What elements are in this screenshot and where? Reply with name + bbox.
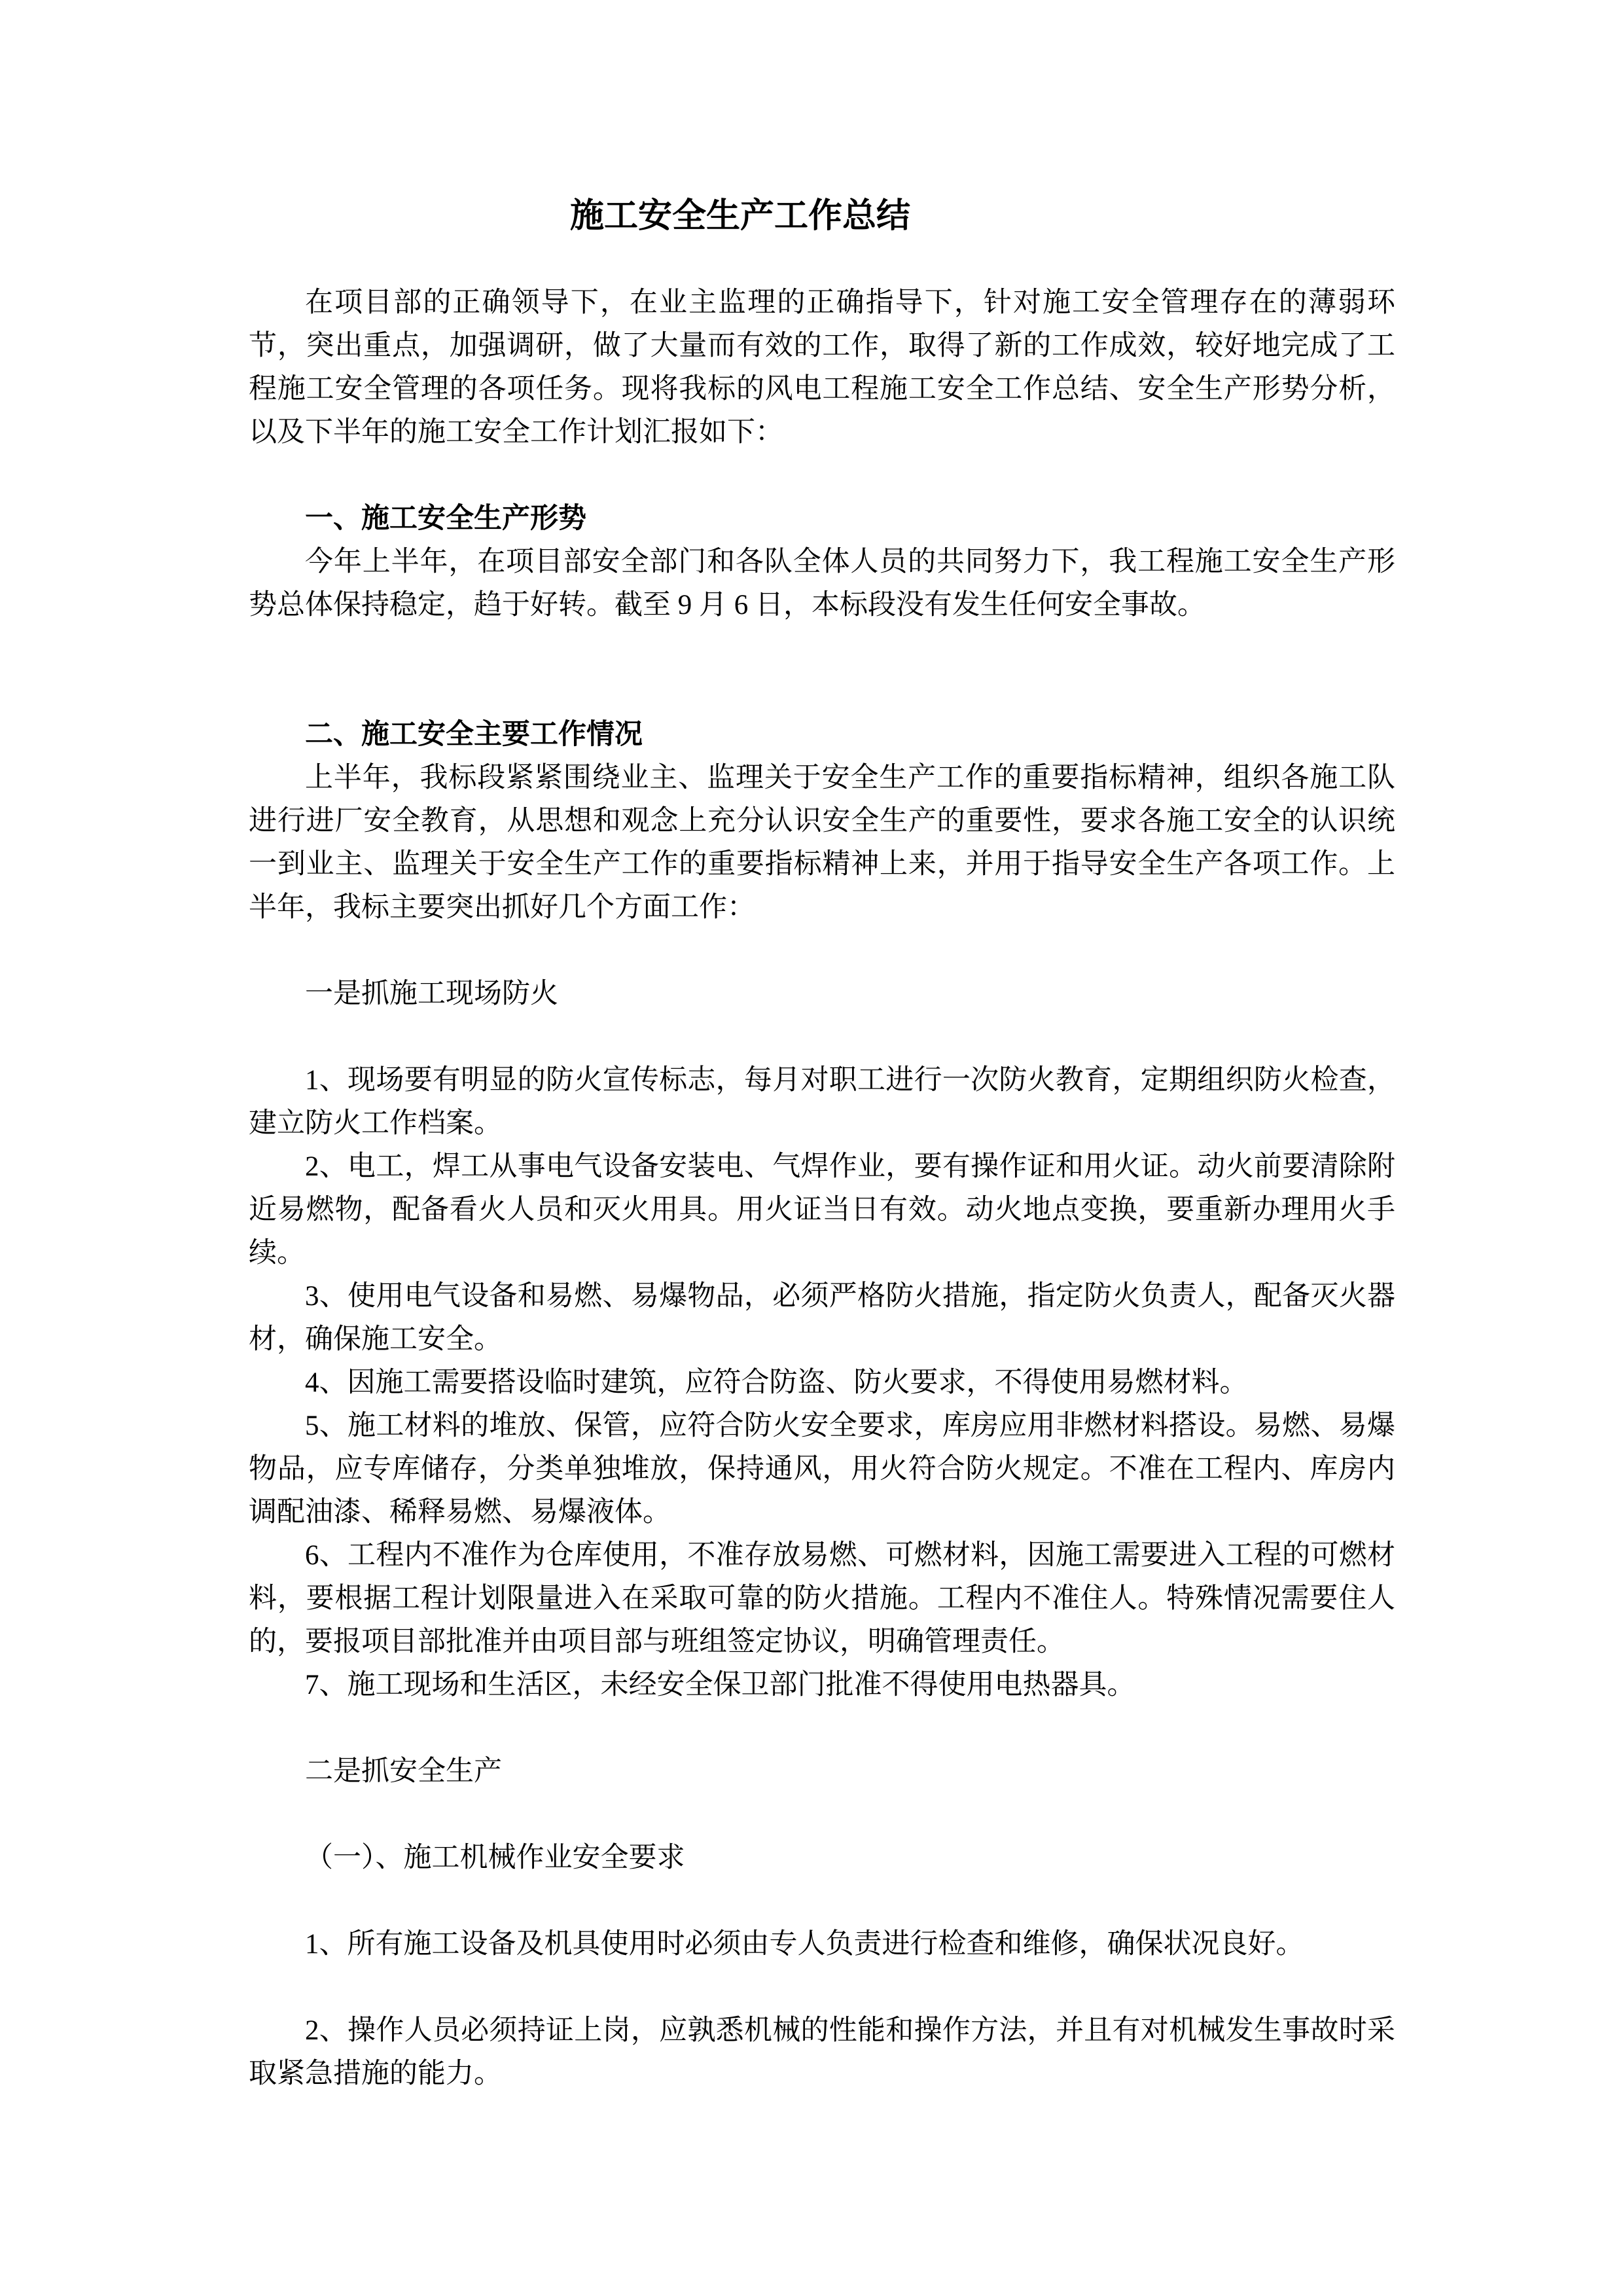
fire-item-7: 7、施工现场和生活区，未经安全保卫部门批准不得使用电热器具。 — [305, 1670, 1135, 1700]
machinery-item-2: 2、操作人员必须持证上岗，应孰悉机械的性能和操作方法，并且有对机械发生事故时采取紧急措施的能力。 — [249, 2015, 1395, 2089]
fire-item-1: 1、现场要有明显的防火宣传标志，每月对职工进行一次防火教育，定期组织防火检查，建立防火工作档案。 — [249, 1065, 1395, 1139]
section-1-body: 今年上半年，在项目部安全部门和各队全体人员的共同努力下，我工程施工安全生产形势总体保持稳定，趋于好转。截至 9 月 6 日，本标段没有发生任何安全事故。 — [249, 547, 1395, 620]
fire-item-6: 6、工程内不准作为仓库使用，不准存放易燃、可燃材料，因施工需要进入工程的可燃材料，要根据工程计划限量进入在采取可靠的防火措施。工程内不准住人。特殊情况需要住人的，要报项目部批准并由项目部与班组签定协议，明确管理责任。 — [249, 1540, 1395, 1657]
machinery-heading: （一）、施工机械作业安全要求 — [305, 1842, 685, 1873]
machinery-item-1: 1、所有施工设备及机具使用时必须由专人负责进行检查和维修，确保状况良好。 — [305, 1929, 1304, 1960]
paragraph-intro: 在项目部的正确领导下，在业主监理的正确指导下，针对施工安全管理存在的薄弱环节，突出重点，加强调研，做了大量而有效的工作，取得了新的工作成效，较好地完成了工程施工安全管理的各项任务。现将我标的风电工程施工安全工作总结、安全生产形势分析，以及下半年的施工安全工作计划汇报如下： — [249, 287, 1395, 448]
fire-item-4: 4、因施工需要搭设临时建筑，应符合防盗、防火要求，不得使用易燃材料。 — [305, 1367, 1248, 1398]
section-2-heading: 二、施工安全主要工作情况 — [305, 719, 643, 750]
page-title: 施工安全生产工作总结 — [569, 198, 910, 235]
fire-item-3: 3、使用电气设备和易燃、易爆物品，必须严格防火措施，指定防火负责人，配备灭火器材，确保施工安全。 — [249, 1281, 1395, 1355]
production-section-heading: 二是抓安全生产 — [305, 1756, 502, 1787]
section-1-heading: 一、施工安全生产形势 — [305, 503, 586, 534]
fire-item-2: 2、电工，焊工从事电气设备安装电、气焊作业，要有操作证和用火证。动火前要清除附近易燃物，配备看火人员和灭火用具。用火证当日有效。动火地点变换，要重新办理用火手续。 — [249, 1151, 1395, 1268]
fire-section-heading: 一是抓施工现场防火 — [305, 978, 558, 1009]
fire-item-5: 5、施工材料的堆放、保管，应符合防火安全要求，库房应用非燃材料搭设。易燃、易爆物品，应专库储存，分类单独堆放，保持通风，用火符合防火规定。不准在工程内、库房内调配油漆、稀释易燃、易爆液体。 — [249, 1410, 1395, 1528]
section-2-body: 上半年，我标段紧紧围绕业主、监理关于安全生产工作的重要指标精神，组织各施工队进行进厂安全教育，从思想和观念上充分认识安全生产的重要性，要求各施工安全的认识统一到业主、监理关于安全生产工作的重要指标精神上来，并用于指导安全生产各项工作。上半年，我标主要突出抓好几个方面工作： — [249, 762, 1395, 923]
